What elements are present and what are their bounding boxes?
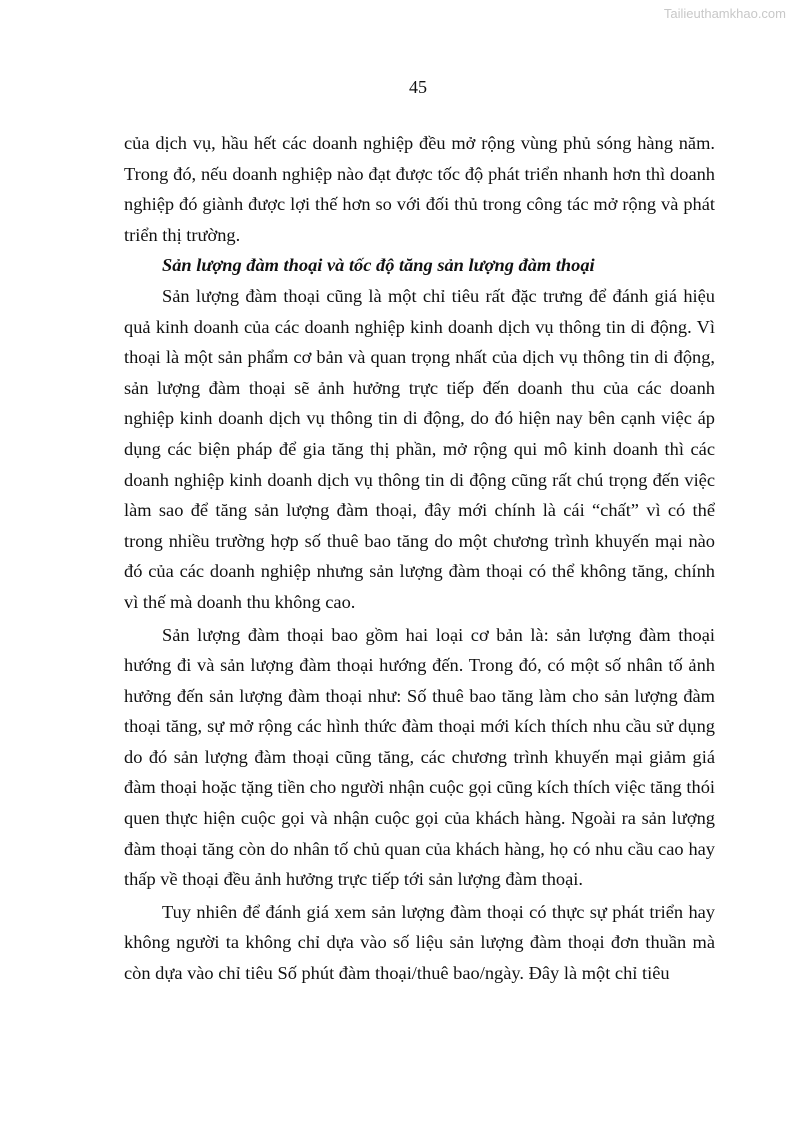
paragraph: Sản lượng đàm thoại cũng là một chỉ tiêu rất đặc trưng để đánh giá hiệu quả kinh doanh của các doanh nghiệp kinh doanh dịch vụ thông tin di động. Vì thoại là một sản phẩm cơ bản và quan trọng nhất của dịch vụ thông tin di động, sản lượng đàm thoại sẽ ảnh hưởng trực tiếp đến doanh thu của các doanh nghiệp kinh doanh dịch vụ thông tin di động, do đó hiện nay bên cạnh việc áp dụng các biện pháp để gia tăng thị phần, mở rộng qui mô kinh doanh thì các doanh nghiệp kinh doanh dịch vụ thông tin di động cũng rất chú trọng đến việc làm sao để tăng sản lượng đàm thoại, đây mới chính là cái “chất” vì có thể trong nhiều trường hợp số thuê bao tăng do một chương trình khuyến mại nào đó của các doanh nghiệp nhưng sản lượng đàm thoại có thể không tăng, chính vì thế mà doanh thu không cao. bbox=[124, 285, 715, 612]
watermark: Tailieuthamkhao.com bbox=[663, 6, 786, 21]
section-heading: Sản lượng đàm thoại và tốc độ tăng sản lượng đàm thoại bbox=[162, 255, 595, 276]
document-body bbox=[124, 128, 715, 989]
paragraph-continuation: của dịch vụ, hầu hết các doanh nghiệp đều mở rộng vùng phủ sóng hàng năm. Trong đó, nếu doanh nghiệp nào đạt được tốc độ phát triển nhanh hơn thì doanh nghiệp đó giành được lợi thế hơn so với đối thủ trong công tác mở rộng và phát triển thị trường. bbox=[124, 133, 715, 245]
paragraph: Sản lượng đàm thoại bao gồm hai loại cơ bản là: sản lượng đàm thoại hướng đi và sản lượng đàm thoại hướng đến. Trong đó, có một số nhân tố ảnh hưởng đến sản lượng đàm thoại như: Số thuê bao tăng làm cho sản lượng đàm thoại tăng, sự mở rộng các hình thức đàm thoại mới kích thích nhu cầu sử dụng do đó sản lượng đàm thoại cũng tăng, các chương trình khuyến mại giảm giá đàm thoại hoặc tặng tiền cho người nhận cuộc gọi cũng kích thích việc tăng thói quen thực hiện cuộc gọi và nhận cuộc gọi của khách hàng. Ngoài ra sản lượng đàm thoại tăng còn do nhân tố chủ quan của khách hàng, họ có nhu cầu cao hay thấp về thoại đều ảnh hưởng trực tiếp tới sản lượng đàm thoại. bbox=[124, 624, 715, 890]
page-number: 45 bbox=[409, 77, 427, 97]
paragraph: Tuy nhiên để đánh giá xem sản lượng đàm thoại có thực sự phát triển hay không người ta không chỉ dựa vào số liệu sản lượng đàm thoại đơn thuần mà còn dựa vào chỉ tiêu Số phút đàm thoại/thuê bao/ngày. Đây là một chỉ tiêu bbox=[124, 901, 715, 984]
